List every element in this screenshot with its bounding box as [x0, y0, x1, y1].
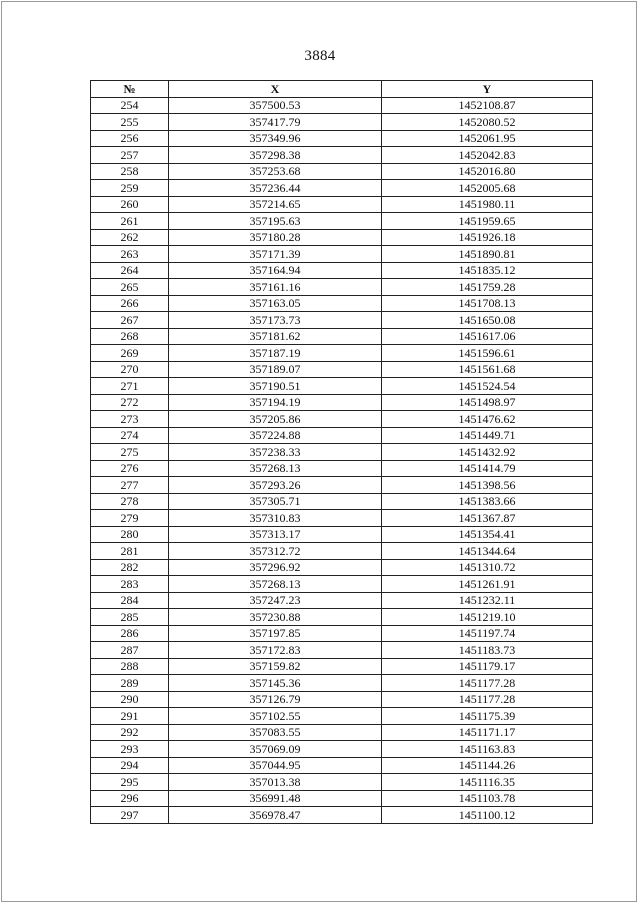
point-number-cell: 274 — [91, 427, 169, 444]
x-coordinate-cell: 357236.44 — [169, 180, 382, 197]
point-number-cell: 263 — [91, 246, 169, 263]
x-coordinate-cell: 357197.85 — [169, 625, 382, 642]
table-row — [91, 559, 593, 576]
point-number-cell: 293 — [91, 741, 169, 758]
y-coordinate-cell: 1451177.28 — [382, 675, 593, 692]
table-row — [91, 213, 593, 230]
point-number-cell: 255 — [91, 114, 169, 131]
point-number-cell: 268 — [91, 328, 169, 345]
x-coordinate-cell: 357253.68 — [169, 163, 382, 180]
y-coordinate-cell: 1451959.65 — [382, 213, 593, 230]
table-row — [91, 526, 593, 543]
table-row — [91, 345, 593, 362]
x-coordinate-cell: 357298.38 — [169, 147, 382, 164]
x-coordinate-cell: 357247.23 — [169, 592, 382, 609]
point-number-cell: 297 — [91, 807, 169, 824]
point-number-cell: 258 — [91, 163, 169, 180]
y-coordinate-cell: 1452080.52 — [382, 114, 593, 131]
y-coordinate-cell: 1451498.97 — [382, 394, 593, 411]
table-row — [91, 774, 593, 791]
y-coordinate-cell: 1451398.56 — [382, 477, 593, 494]
y-coordinate-cell: 1451759.28 — [382, 279, 593, 296]
x-coordinate-cell: 357230.88 — [169, 609, 382, 626]
x-coordinate-cell: 357044.95 — [169, 757, 382, 774]
table-header-row — [91, 81, 593, 98]
table-row — [91, 691, 593, 708]
x-coordinate-cell: 357349.96 — [169, 130, 382, 147]
y-coordinate-cell: 1451310.72 — [382, 559, 593, 576]
point-number-cell: 271 — [91, 378, 169, 395]
table-row — [91, 444, 593, 461]
point-number-cell: 288 — [91, 658, 169, 675]
table-row — [91, 708, 593, 725]
y-coordinate-cell: 1451179.17 — [382, 658, 593, 675]
point-number-cell: 290 — [91, 691, 169, 708]
table-row — [91, 130, 593, 147]
table-body — [91, 97, 593, 823]
table-row — [91, 477, 593, 494]
y-coordinate-cell: 1451926.18 — [382, 229, 593, 246]
y-coordinate-cell: 1451261.91 — [382, 576, 593, 593]
table-row — [91, 576, 593, 593]
table-row — [91, 114, 593, 131]
point-number-cell: 254 — [91, 97, 169, 114]
table-row — [91, 757, 593, 774]
x-coordinate-cell: 357083.55 — [169, 724, 382, 741]
header-x: X — [169, 81, 382, 98]
y-coordinate-cell: 1451103.78 — [382, 790, 593, 807]
point-number-cell: 278 — [91, 493, 169, 510]
x-coordinate-cell: 356991.48 — [169, 790, 382, 807]
point-number-cell: 284 — [91, 592, 169, 609]
table-row — [91, 493, 593, 510]
table-row — [91, 460, 593, 477]
point-number-cell: 294 — [91, 757, 169, 774]
y-coordinate-cell: 1451163.83 — [382, 741, 593, 758]
table-row — [91, 312, 593, 329]
y-coordinate-cell: 1452005.68 — [382, 180, 593, 197]
point-number-cell: 262 — [91, 229, 169, 246]
point-number-cell: 285 — [91, 609, 169, 626]
x-coordinate-cell: 357069.09 — [169, 741, 382, 758]
point-number-cell: 266 — [91, 295, 169, 312]
table-row — [91, 246, 593, 263]
x-coordinate-cell: 357126.79 — [169, 691, 382, 708]
x-coordinate-cell: 357205.86 — [169, 411, 382, 428]
y-coordinate-cell: 1451219.10 — [382, 609, 593, 626]
point-number-cell: 283 — [91, 576, 169, 593]
y-coordinate-cell: 1451596.61 — [382, 345, 593, 362]
x-coordinate-cell: 357159.82 — [169, 658, 382, 675]
point-number-cell: 292 — [91, 724, 169, 741]
y-coordinate-cell: 1451449.71 — [382, 427, 593, 444]
point-number-cell: 259 — [91, 180, 169, 197]
table-row — [91, 196, 593, 213]
point-number-cell: 289 — [91, 675, 169, 692]
x-coordinate-cell: 357305.71 — [169, 493, 382, 510]
y-coordinate-cell: 1451835.12 — [382, 262, 593, 279]
x-coordinate-cell: 357296.92 — [169, 559, 382, 576]
point-number-cell: 269 — [91, 345, 169, 362]
x-coordinate-cell: 357173.73 — [169, 312, 382, 329]
y-coordinate-cell: 1451171.17 — [382, 724, 593, 741]
point-number-cell: 272 — [91, 394, 169, 411]
table-row — [91, 279, 593, 296]
point-number-cell: 257 — [91, 147, 169, 164]
coordinates-table — [90, 80, 593, 824]
y-coordinate-cell: 1451175.39 — [382, 708, 593, 725]
point-number-cell: 260 — [91, 196, 169, 213]
x-coordinate-cell: 357194.19 — [169, 394, 382, 411]
table-row — [91, 658, 593, 675]
point-number-cell: 273 — [91, 411, 169, 428]
table-row — [91, 807, 593, 824]
point-number-cell: 291 — [91, 708, 169, 725]
y-coordinate-cell: 1451177.28 — [382, 691, 593, 708]
point-number-cell: 267 — [91, 312, 169, 329]
x-coordinate-cell: 357164.94 — [169, 262, 382, 279]
point-number-cell: 276 — [91, 460, 169, 477]
y-coordinate-cell: 1451708.13 — [382, 295, 593, 312]
y-coordinate-cell: 1451367.87 — [382, 510, 593, 527]
x-coordinate-cell: 357417.79 — [169, 114, 382, 131]
table-row — [91, 625, 593, 642]
y-coordinate-cell: 1451890.81 — [382, 246, 593, 263]
y-coordinate-cell: 1451197.74 — [382, 625, 593, 642]
table-row — [91, 510, 593, 527]
point-number-cell: 277 — [91, 477, 169, 494]
point-number-cell: 279 — [91, 510, 169, 527]
x-coordinate-cell: 357268.13 — [169, 460, 382, 477]
x-coordinate-cell: 357268.13 — [169, 576, 382, 593]
table-row — [91, 262, 593, 279]
table-row — [91, 411, 593, 428]
table-row — [91, 295, 593, 312]
point-number-cell: 280 — [91, 526, 169, 543]
x-coordinate-cell: 357171.39 — [169, 246, 382, 263]
table-row — [91, 229, 593, 246]
x-coordinate-cell: 357190.51 — [169, 378, 382, 395]
x-coordinate-cell: 357163.05 — [169, 295, 382, 312]
table-row — [91, 378, 593, 395]
table-row — [91, 790, 593, 807]
table-row — [91, 609, 593, 626]
point-number-cell: 282 — [91, 559, 169, 576]
y-coordinate-cell: 1451183.73 — [382, 642, 593, 659]
y-coordinate-cell: 1451144.26 — [382, 757, 593, 774]
x-coordinate-cell: 357161.16 — [169, 279, 382, 296]
table-row — [91, 394, 593, 411]
y-coordinate-cell: 1451524.54 — [382, 378, 593, 395]
table-row — [91, 741, 593, 758]
y-coordinate-cell: 1451561.68 — [382, 361, 593, 378]
x-coordinate-cell: 357181.62 — [169, 328, 382, 345]
x-coordinate-cell: 357189.07 — [169, 361, 382, 378]
point-number-cell: 286 — [91, 625, 169, 642]
x-coordinate-cell: 357013.38 — [169, 774, 382, 791]
x-coordinate-cell: 357187.19 — [169, 345, 382, 362]
x-coordinate-cell: 357195.63 — [169, 213, 382, 230]
x-coordinate-cell: 357310.83 — [169, 510, 382, 527]
y-coordinate-cell: 1451232.11 — [382, 592, 593, 609]
point-number-cell: 275 — [91, 444, 169, 461]
header-number: № — [91, 81, 169, 98]
page-number: 3884 — [304, 48, 336, 64]
x-coordinate-cell: 357313.17 — [169, 526, 382, 543]
y-coordinate-cell: 1451100.12 — [382, 807, 593, 824]
table-row — [91, 543, 593, 560]
y-coordinate-cell: 1452042.83 — [382, 147, 593, 164]
y-coordinate-cell: 1452061.95 — [382, 130, 593, 147]
table-row — [91, 328, 593, 345]
y-coordinate-cell: 1451414.79 — [382, 460, 593, 477]
x-coordinate-cell: 356978.47 — [169, 807, 382, 824]
y-coordinate-cell: 1451344.64 — [382, 543, 593, 560]
x-coordinate-cell: 357172.83 — [169, 642, 382, 659]
table-row — [91, 361, 593, 378]
x-coordinate-cell: 357238.33 — [169, 444, 382, 461]
y-coordinate-cell: 1451980.11 — [382, 196, 593, 213]
x-coordinate-cell: 357500.53 — [169, 97, 382, 114]
x-coordinate-cell: 357214.65 — [169, 196, 382, 213]
y-coordinate-cell: 1451116.35 — [382, 774, 593, 791]
x-coordinate-cell: 357293.26 — [169, 477, 382, 494]
point-number-cell: 261 — [91, 213, 169, 230]
y-coordinate-cell: 1451354.41 — [382, 526, 593, 543]
point-number-cell: 270 — [91, 361, 169, 378]
table-row — [91, 147, 593, 164]
table-row — [91, 642, 593, 659]
table-row — [91, 163, 593, 180]
x-coordinate-cell: 357180.28 — [169, 229, 382, 246]
point-number-cell: 296 — [91, 790, 169, 807]
y-coordinate-cell: 1452016.80 — [382, 163, 593, 180]
x-coordinate-cell: 357224.88 — [169, 427, 382, 444]
y-coordinate-cell: 1451617.06 — [382, 328, 593, 345]
point-number-cell: 295 — [91, 774, 169, 791]
x-coordinate-cell: 357312.72 — [169, 543, 382, 560]
y-coordinate-cell: 1451476.62 — [382, 411, 593, 428]
header-y: Y — [382, 81, 593, 98]
x-coordinate-cell: 357102.55 — [169, 708, 382, 725]
table-row — [91, 592, 593, 609]
table-row — [91, 724, 593, 741]
point-number-cell: 264 — [91, 262, 169, 279]
table-row — [91, 427, 593, 444]
y-coordinate-cell: 1451650.08 — [382, 312, 593, 329]
table-row — [91, 675, 593, 692]
point-number-cell: 281 — [91, 543, 169, 560]
y-coordinate-cell: 1451432.92 — [382, 444, 593, 461]
x-coordinate-cell: 357145.36 — [169, 675, 382, 692]
point-number-cell: 256 — [91, 130, 169, 147]
y-coordinate-cell: 1452108.87 — [382, 97, 593, 114]
table-row — [91, 180, 593, 197]
point-number-cell: 265 — [91, 279, 169, 296]
y-coordinate-cell: 1451383.66 — [382, 493, 593, 510]
table-row — [91, 97, 593, 114]
point-number-cell: 287 — [91, 642, 169, 659]
